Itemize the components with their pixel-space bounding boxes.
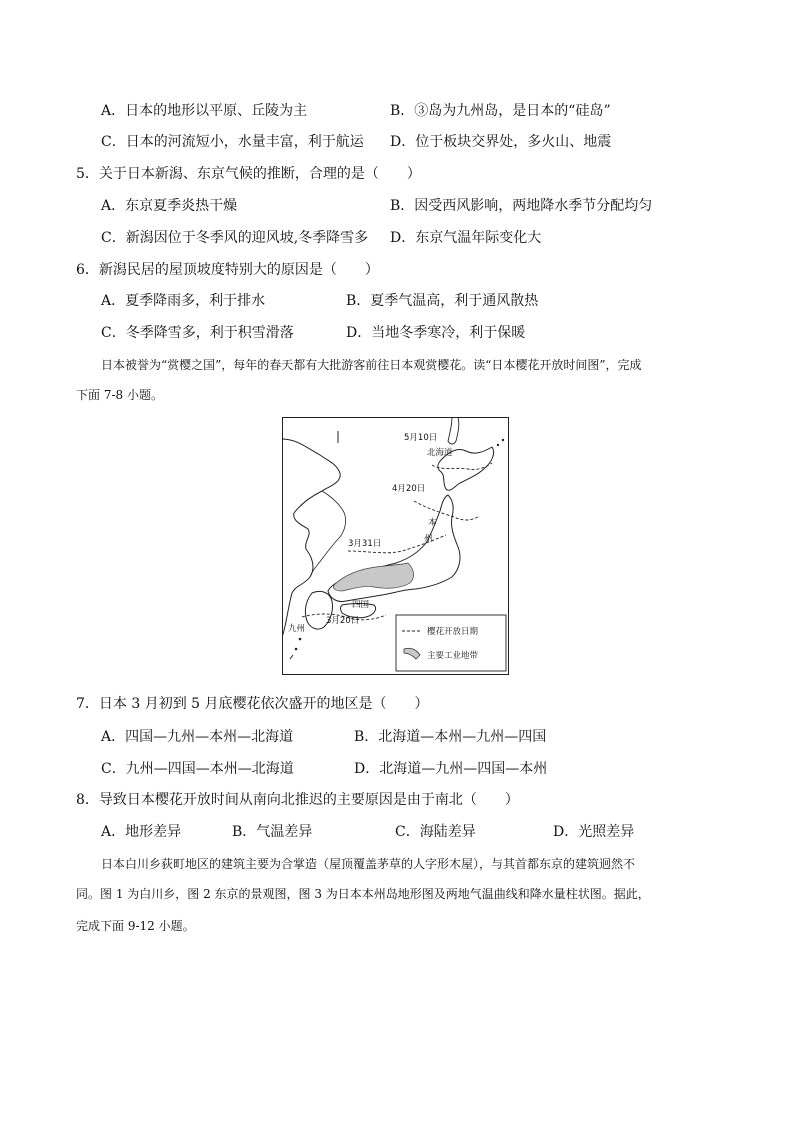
q8-option-c: C．海陆差异	[395, 824, 476, 840]
region-label-hokkaido: 北海道	[427, 448, 453, 458]
q4-option-c: C．日本的河流短小，水量丰富，利于航运	[101, 134, 364, 150]
region-label-shikoku: 四国	[352, 600, 370, 610]
map-figure	[282, 417, 509, 675]
q7-option-b: B．北海道—本州—九州—四国	[354, 729, 547, 745]
region-label-kyushu: 九州	[288, 624, 306, 634]
map-legend	[396, 615, 506, 671]
q6-option-a: A．夏季降雨多，利于排水	[101, 293, 266, 309]
intro-7-8-line2: 下面 7-8 小题。	[76, 388, 163, 402]
small-island	[299, 638, 302, 641]
q7-option-d: D．北海道—九州—四国—本州	[354, 761, 548, 777]
q5-option-b: B．因受西风影响，两地降水季节分配均匀	[390, 198, 653, 214]
date-label-mar-31: 3月31日	[348, 539, 382, 549]
q6-stem: 6．新潟民居的屋顶坡度特别大的原因是（ ）	[76, 262, 379, 278]
q6-option-c: C．冬季降雪多，利于积雪滑落	[101, 325, 294, 341]
kuril-island	[497, 444, 499, 446]
legend-industry-label: 主要工业地带	[427, 651, 479, 661]
q4-option-a: A．日本的地形以平原、丘陵为主	[101, 103, 308, 119]
region-label-honshu-1: 本	[428, 518, 437, 528]
sakura-bloom-map	[282, 417, 509, 675]
date-label-mar-20: 3月20日	[326, 616, 360, 626]
q7-stem: 7．日本 3 月初到 5 月底樱花依次盛开的地区是（ ）	[76, 696, 429, 712]
q5-option-a: A．东京夏季炎热干燥	[101, 198, 238, 214]
intro-9-12-line2: 同。图 1 为白川乡，图 2 东京的景观图，图 3 为日本本州岛地形图及两地气温曲线和降水量柱状图。据此，	[76, 887, 650, 901]
q8-option-b: B．气温差异	[232, 824, 313, 840]
q5-option-c: C．新潟因位于冬季风的迎风坡,冬季降雪多	[101, 230, 369, 246]
q4-option-d: D．位于板块交界处，多火山、地震	[390, 134, 612, 150]
q7-option-a: A．四国—九州—本州—北海道	[101, 729, 294, 745]
small-island	[295, 648, 298, 651]
q8-option-d: D．光照差异	[553, 824, 635, 840]
region-label-honshu-2: 州	[424, 534, 433, 544]
date-label-may-10: 5月10日	[404, 433, 438, 443]
legend-box	[396, 615, 506, 671]
q6-option-b: B．夏季气温高，利于通风散热	[346, 293, 539, 309]
legend-isoline-label: 樱花开放日期	[427, 627, 479, 637]
kuril-island	[502, 439, 504, 441]
q8-stem: 8．导致日本樱花开放时间从南向北推迟的主要原因是由于南北（ ）	[76, 792, 519, 808]
q5-stem: 5．关于日本新潟、东京气候的推断，合理的是（ ）	[76, 166, 421, 182]
intro-9-12-line1: 日本白川乡荻町地区的建筑主要为合掌造（屋顶覆盖茅草的人字形木屋），与其首都东京的建筑迥然不	[101, 857, 636, 871]
intro-7-8-line1: 日本被誉为“赏樱之国”，每年的春天都有大批游客前往日本观赏樱花。读“日本樱花开放时间图”，完成	[101, 358, 642, 372]
q4-option-b: B．③岛为九州岛，是日本的“硅岛”	[390, 103, 611, 119]
q7-option-c: C．九州—四国—本州—北海道	[101, 761, 294, 777]
q6-option-d: D．当地冬季寒冷，利于保暖	[346, 325, 526, 341]
q5-option-d: D．东京气温年际变化大	[390, 230, 542, 246]
q8-option-a: A．地形差异	[101, 824, 182, 840]
intro-9-12-line3: 完成下面 9-12 小题。	[76, 919, 195, 933]
date-label-apr-20: 4月20日	[392, 484, 426, 494]
